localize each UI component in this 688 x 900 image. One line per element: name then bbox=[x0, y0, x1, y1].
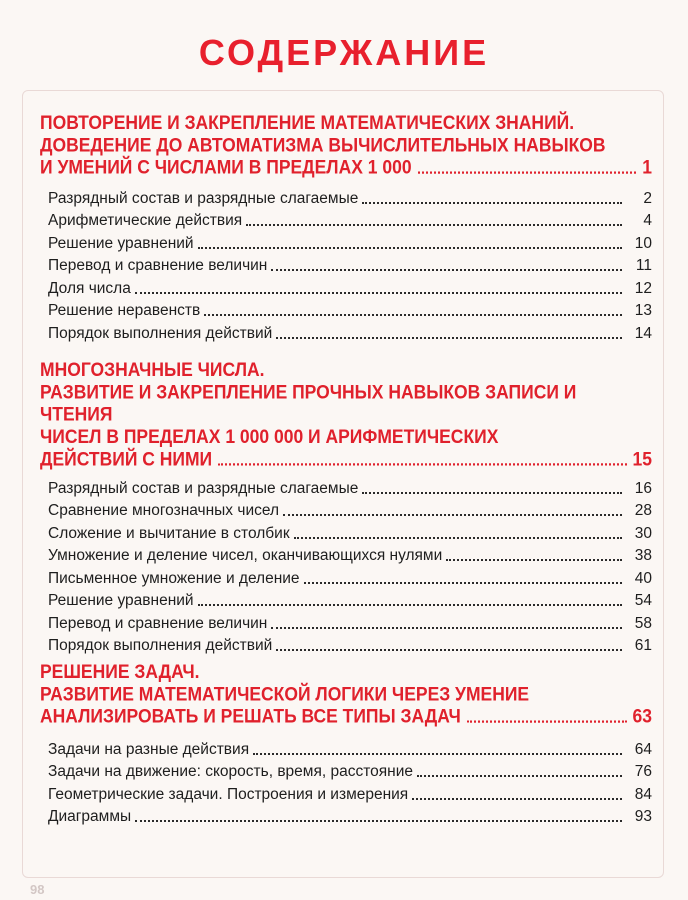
section-heading bbox=[40, 660, 652, 727]
toc-entry[interactable] bbox=[40, 520, 652, 543]
toc-entry-label: Геометрические задачи. Построения и измерения bbox=[48, 785, 409, 803]
toc-entry[interactable] bbox=[40, 185, 652, 208]
dot-leader bbox=[271, 627, 622, 629]
toc-entry-page: 58 bbox=[634, 614, 652, 632]
section-heading-last-line[interactable]: И УМЕНИЙ С ЧИСЛАМИ В ПРЕДЕЛАХ 1 000 1 bbox=[40, 155, 652, 179]
toc-entry-label: Диаграммы bbox=[48, 808, 132, 825]
section-heading-line: РАЗВИТИЕ МАТЕМАТИЧЕСКОЙ ЛОГИКИ ЧЕРЕЗ УМЕНИЕ bbox=[40, 682, 530, 705]
toc-entry[interactable] bbox=[40, 804, 652, 827]
section-heading-last-line[interactable]: АНАЛИЗИРОВАТЬ И РЕШАТЬ ВСЕ ТИПЫ ЗАДАЧ 63 bbox=[40, 704, 652, 728]
toc-entry-page: 14 bbox=[634, 324, 652, 342]
toc-entry[interactable] bbox=[40, 230, 652, 253]
toc-entry-label: Перевод и сравнение величин bbox=[48, 614, 268, 632]
section-page-number: 63 bbox=[632, 704, 652, 728]
toc-entry-page: 30 bbox=[634, 524, 652, 542]
toc-entry-page: 93 bbox=[634, 808, 652, 825]
toc-entry-page: 13 bbox=[634, 302, 652, 319]
toc-entry-page: 38 bbox=[634, 547, 652, 564]
toc-entry-label: Задачи на разные действия bbox=[48, 740, 250, 758]
toc-entry-page: 10 bbox=[634, 234, 652, 252]
toc-entry-page: 54 bbox=[634, 592, 652, 609]
toc-entry[interactable] bbox=[40, 498, 652, 521]
toc-entry[interactable] bbox=[40, 320, 652, 343]
toc-entry-page: 2 bbox=[643, 189, 652, 207]
section-heading bbox=[40, 358, 652, 470]
page-number: 98 bbox=[30, 882, 45, 897]
toc-entry-page: 16 bbox=[634, 479, 652, 497]
toc-entry-page: 64 bbox=[634, 740, 652, 758]
dot-leader bbox=[304, 582, 622, 584]
dot-leader bbox=[271, 269, 622, 271]
section-heading-line: МНОГОЗНАЧНЫЕ ЧИСЛА. bbox=[40, 358, 265, 381]
dot-leader bbox=[467, 720, 627, 722]
toc-entry-page: 11 bbox=[635, 257, 652, 274]
toc-entry-label: Разрядный состав и разрядные слагаемые bbox=[48, 479, 359, 497]
section-heading-line: РАЗВИТИЕ И ЗАКРЕПЛЕНИЕ ПРОЧНЫХ НАВЫКОВ ЗАПИСИ И ЧТЕНИЯ bbox=[40, 380, 577, 426]
toc-entry-page: 12 bbox=[634, 279, 652, 297]
toc-entry-page: 4 bbox=[643, 212, 652, 229]
toc-entry[interactable] bbox=[40, 610, 652, 633]
toc-entry-page: 28 bbox=[634, 502, 652, 519]
toc-items bbox=[40, 185, 652, 343]
toc-entry-label: Сложение и вычитание в столбик bbox=[48, 524, 290, 542]
toc-entry[interactable] bbox=[40, 633, 652, 656]
dot-leader bbox=[198, 247, 622, 249]
dot-leader bbox=[446, 559, 622, 561]
dot-leader bbox=[412, 798, 622, 800]
toc-entry[interactable] bbox=[40, 275, 652, 298]
toc-entry-label: Умножение и деление чисел, оканчивающихся нулями bbox=[48, 547, 443, 564]
dot-leader bbox=[204, 314, 622, 316]
toc-entry-page: 84 bbox=[634, 785, 652, 803]
toc-entry-label: Перевод и сравнение величин bbox=[48, 257, 268, 274]
dot-leader bbox=[198, 604, 622, 606]
toc-entry-label: Решение уравнений bbox=[48, 234, 194, 252]
dot-leader bbox=[362, 492, 622, 494]
toc-entry-page: 76 bbox=[634, 763, 652, 780]
section-heading-line: РЕШЕНИЕ ЗАДАЧ. bbox=[40, 660, 200, 683]
toc-section-3 bbox=[40, 660, 652, 826]
toc-entry[interactable] bbox=[40, 543, 652, 566]
toc-entry-label: Решение неравенств bbox=[48, 302, 201, 319]
toc-items bbox=[40, 475, 652, 655]
toc-entry[interactable] bbox=[40, 298, 652, 321]
toc-entry-label: Порядок выполнения действий bbox=[48, 324, 273, 342]
dot-leader bbox=[276, 337, 622, 339]
dot-leader bbox=[253, 753, 622, 755]
dot-leader bbox=[246, 224, 622, 226]
toc-entry-page: 40 bbox=[634, 569, 652, 587]
toc-entry[interactable] bbox=[40, 253, 652, 276]
toc-entry-label: Письменное умножение и деление bbox=[48, 569, 300, 587]
toc-section-2 bbox=[40, 358, 652, 655]
page-title: СОДЕРЖАНИЕ bbox=[198, 32, 490, 73]
dot-leader bbox=[218, 463, 626, 465]
dot-leader bbox=[283, 514, 622, 516]
toc-entry[interactable] bbox=[40, 565, 652, 588]
section-heading-line: ДОВЕДЕНИЕ ДО АВТОМАТИЗМА ВЫЧИСЛИТЕЛЬНЫХ НАВЫКОВ bbox=[40, 133, 606, 156]
section-page-number: 1 bbox=[642, 155, 652, 179]
toc-items bbox=[40, 736, 652, 826]
toc-section-1 bbox=[40, 111, 652, 343]
section-heading-line: ЧИСЕЛ В ПРЕДЕЛАХ 1 000 000 И АРИФМЕТИЧЕСКИХ bbox=[40, 425, 499, 448]
toc-entry-label: Разрядный состав и разрядные слагаемые bbox=[48, 189, 359, 207]
toc-entry[interactable] bbox=[40, 759, 652, 782]
toc-entry-label: Доля числа bbox=[48, 279, 131, 297]
toc-entry-label: Задачи на движение: скорость, время, расстояние bbox=[48, 763, 413, 780]
toc-entry[interactable] bbox=[40, 475, 652, 498]
toc-entry-label: Сравнение многозначных чисел bbox=[48, 502, 280, 519]
toc-entry-label: Решение уравнений bbox=[48, 592, 194, 609]
dot-leader bbox=[294, 537, 622, 539]
toc-entry[interactable] bbox=[40, 781, 652, 804]
toc-entry[interactable] bbox=[40, 208, 652, 231]
section-heading bbox=[40, 111, 652, 178]
dot-leader bbox=[418, 171, 637, 173]
toc-entry-label: Арифметические действия bbox=[48, 212, 243, 229]
toc-entry[interactable] bbox=[40, 588, 652, 611]
dot-leader bbox=[417, 775, 622, 777]
toc-entry-page: 61 bbox=[634, 637, 652, 654]
toc-entry[interactable] bbox=[40, 736, 652, 759]
dot-leader bbox=[362, 202, 622, 204]
toc-entry-label: Порядок выполнения действий bbox=[48, 637, 273, 654]
section-heading-last-line[interactable]: ДЕЙСТВИЙ С НИМИ 15 bbox=[40, 447, 652, 470]
dot-leader bbox=[135, 292, 622, 294]
section-page-number: 15 bbox=[632, 447, 652, 470]
section-heading-line: ПОВТОРЕНИЕ И ЗАКРЕПЛЕНИЕ МАТЕМАТИЧЕСКИХ ЗНАНИЙ. bbox=[40, 111, 575, 134]
dot-leader bbox=[276, 649, 622, 651]
dot-leader bbox=[135, 820, 622, 822]
